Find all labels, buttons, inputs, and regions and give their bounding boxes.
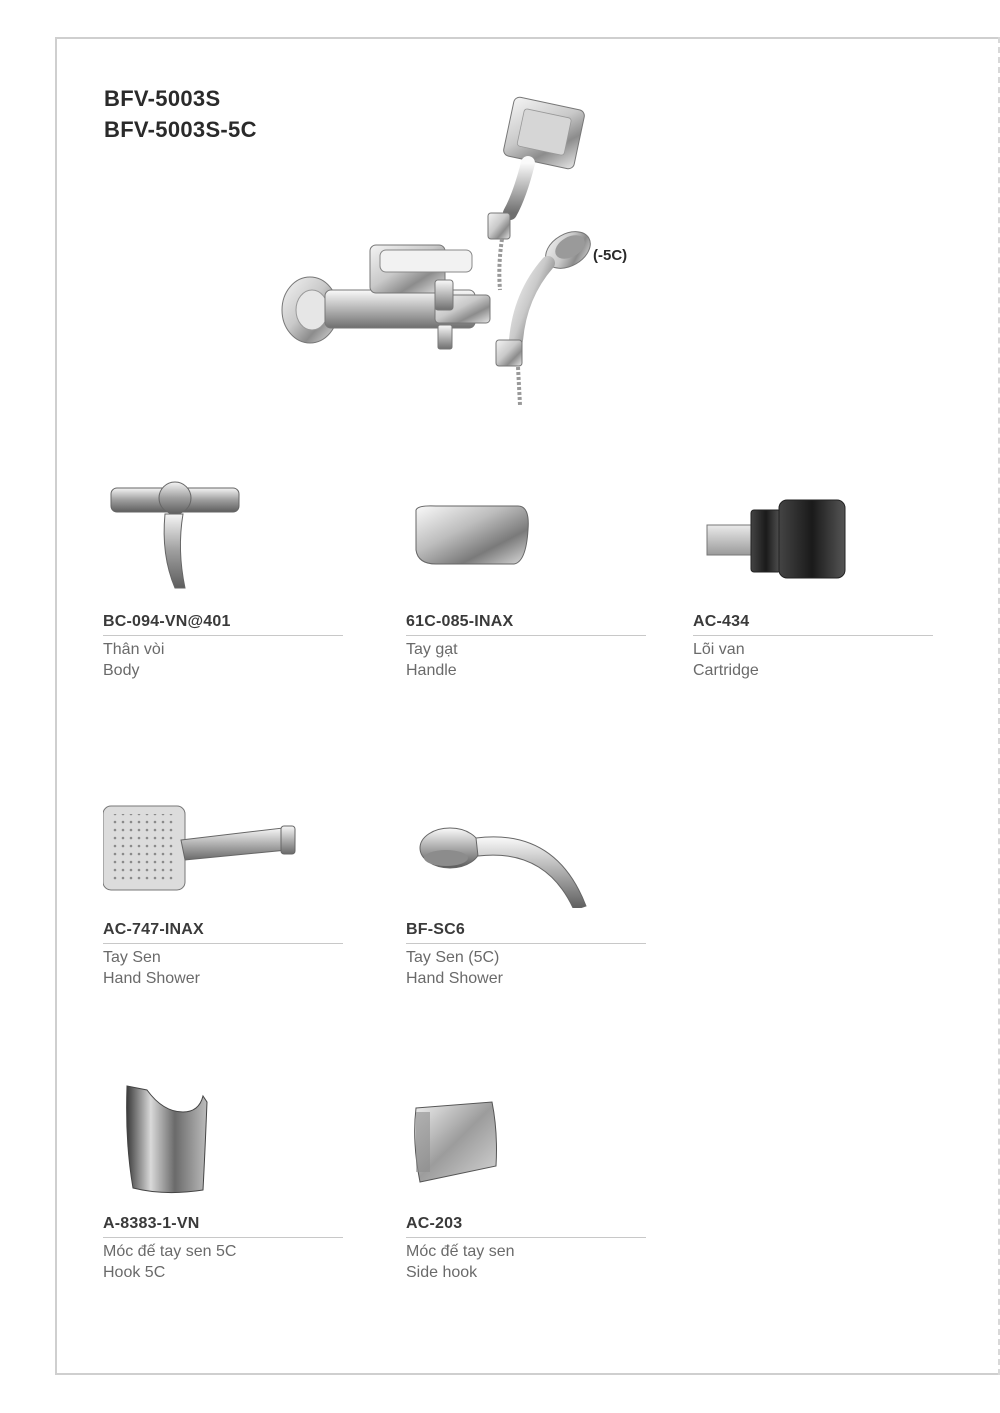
part-name-en: Side hook [406, 1264, 478, 1281]
part-name-vn: Tay Sen [103, 949, 161, 966]
part-name-en: Hook 5C [103, 1264, 166, 1281]
divider [406, 635, 646, 636]
part-name-en: Handle [406, 662, 457, 679]
divider [103, 1237, 343, 1238]
part-name-vn: Móc đế tay sen 5C [103, 1243, 237, 1260]
part-name-vn: Lõi van [693, 641, 745, 658]
part-code: AC-434 [693, 613, 750, 630]
part-name-vn: Tay gạt [406, 641, 458, 658]
square-hand-shower-icon [103, 778, 343, 908]
divider [406, 943, 646, 944]
part-name-vn: Tay Sen (5C) [406, 949, 500, 966]
faucet-body-icon [282, 245, 490, 349]
faucet-body-icon [103, 470, 343, 600]
part-name-en: Hand Shower [103, 970, 200, 987]
round-hand-shower-icon [406, 778, 646, 908]
divider [406, 1237, 646, 1238]
model-title-1: BFV-5003S [104, 86, 221, 111]
variant-label: (-5C) [593, 247, 628, 264]
part-code: AC-747-INAX [103, 921, 204, 938]
round-shower-head-icon [496, 224, 597, 405]
part-code: A-8383-1-VN [103, 1215, 200, 1232]
model-title-2: BFV-5003S-5C [104, 117, 257, 142]
part-code: BF-SC6 [406, 921, 465, 938]
part-code: 61C-085-INAX [406, 613, 514, 630]
divider [103, 635, 343, 636]
part-name-en: Body [103, 662, 140, 679]
hook-icon [103, 1072, 343, 1202]
part-code: AC-203 [406, 1215, 463, 1232]
part-name-en: Cartridge [693, 662, 759, 679]
part-code: BC-094-VN@401 [103, 613, 231, 630]
part-name-en: Hand Shower [406, 970, 503, 987]
divider [103, 943, 343, 944]
handle-icon [406, 470, 646, 600]
part-name-vn: Thân vòi [103, 641, 165, 658]
cartridge-icon [693, 470, 933, 600]
side-hook-icon [406, 1072, 646, 1202]
part-name-vn: Móc đế tay sen [406, 1243, 515, 1260]
divider [693, 635, 933, 636]
